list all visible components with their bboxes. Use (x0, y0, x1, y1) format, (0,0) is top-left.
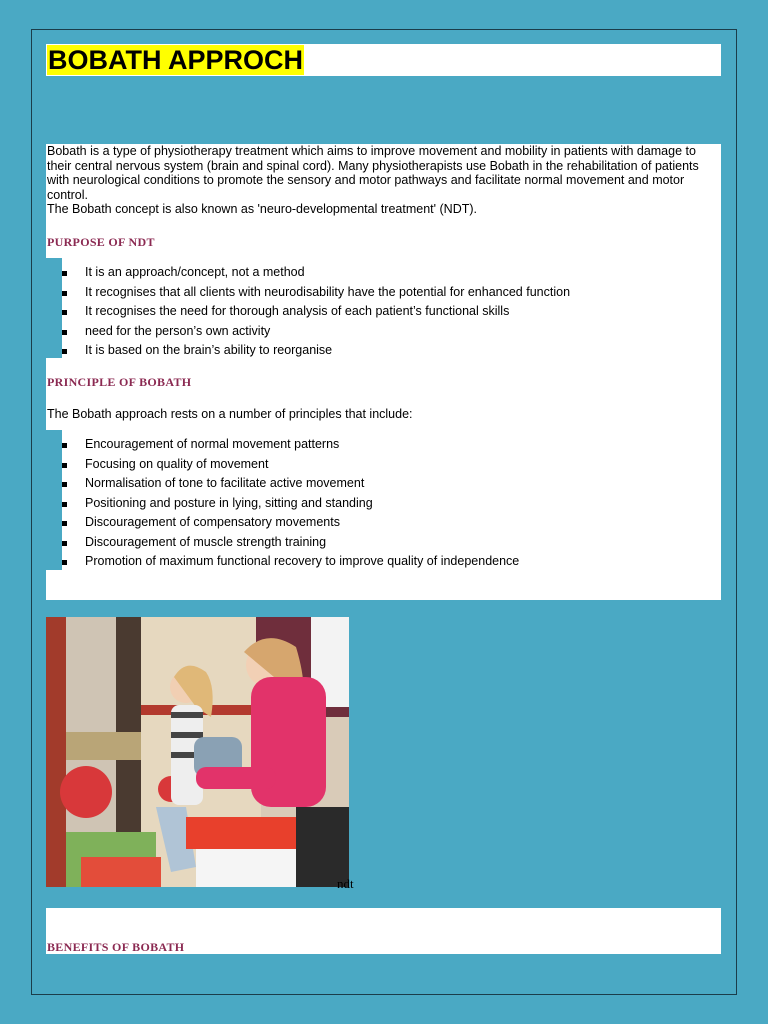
therapy-photo (46, 617, 349, 887)
margin-strip (46, 430, 62, 570)
list-item: It is an approach/concept, not a method (62, 263, 570, 283)
list-item: It is based on the brain’s ability to reorganise (62, 341, 570, 361)
list-item: It recognises that all clients with neurodisability have the potential for enhanced function (62, 283, 570, 303)
principle-heading: PRINCIPLE OF BOBATH (47, 375, 192, 389)
intro-text (47, 144, 719, 217)
margin-strip (46, 258, 62, 358)
purpose-list (62, 263, 570, 361)
list-item: Discouragement of muscle strength training (62, 533, 519, 553)
principle-lead: The Bobath approach rests on a number of principles that include: (47, 407, 413, 421)
purpose-heading: PURPOSE OF NDT (47, 235, 155, 249)
list-item: Promotion of maximum functional recovery to improve quality of independence (62, 552, 519, 572)
list-item: Focusing on quality of movement (62, 455, 519, 475)
intro-paragraph: Bobath is a type of physiotherapy treatment which aims to improve movement and mobility in patients with damage to their central nervous system (brain and spinal cord). Many physiotherapists use Bobath in the rehabilitation of patients with neurological conditions to promote the sensory and motor pathways and facilitate normal movement and motor control. (47, 144, 699, 202)
principle-list (62, 435, 519, 572)
photo-caption: ndt (337, 876, 354, 891)
intro-paragraph: The Bobath concept is also known as 'neuro-developmental treatment' (NDT). (47, 202, 477, 217)
list-item: Discouragement of compensatory movements (62, 513, 519, 533)
benefits-heading: BENEFITS OF BOBATH (47, 940, 185, 954)
list-item: Positioning and posture in lying, sitting and standing (62, 494, 519, 514)
list-item: Normalisation of tone to facilitate active movement (62, 474, 519, 494)
list-item: It recognises the need for thorough analysis of each patient’s functional skills (62, 302, 570, 322)
list-item: Encouragement of normal movement patterns (62, 435, 519, 455)
list-item: need for the person’s own activity (62, 322, 570, 342)
page-title: BOBATH APPROCH (48, 45, 303, 75)
